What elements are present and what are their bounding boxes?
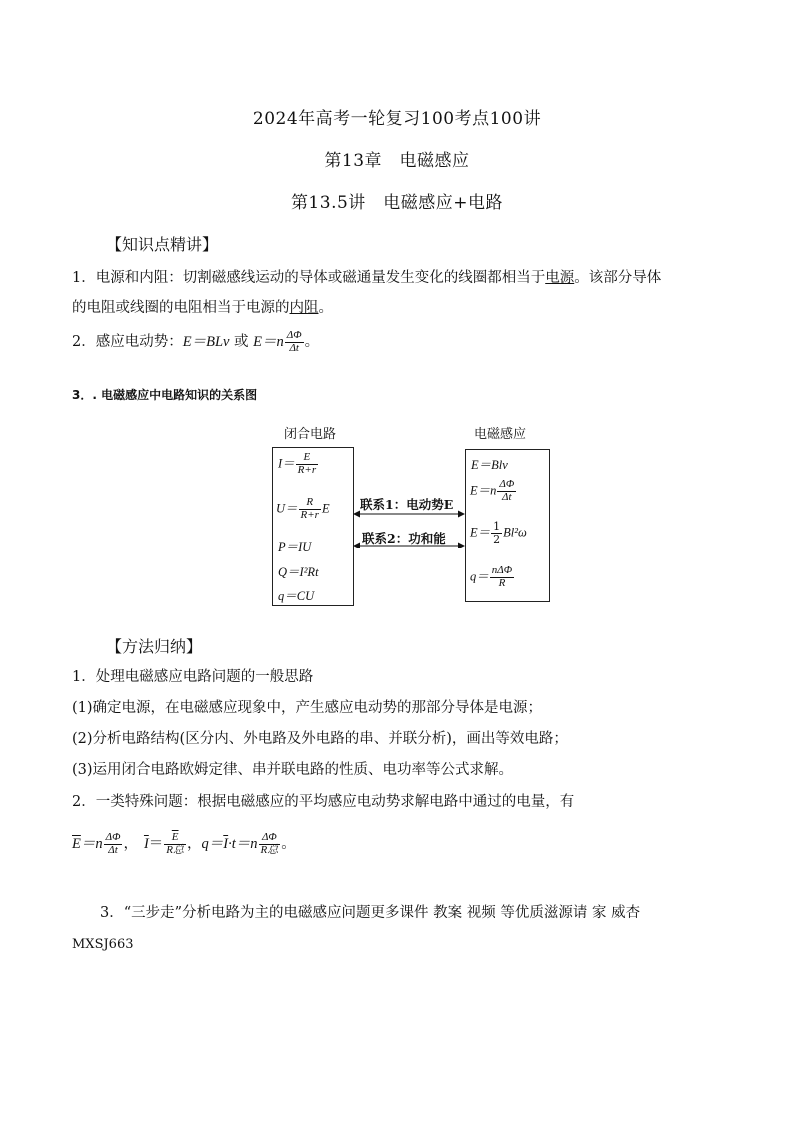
eq-avg-i: $\overline{I}$ [143,836,149,853]
rf4-den: R [498,576,506,589]
eq-avg-i-2: $\overline{I}$ [223,836,229,853]
rf4-num: nΔΦ [491,564,513,576]
method-line-5: 2．一类特殊问题：根据电磁感应的平均感应电动势求解电路中通过的电量，有 [72,794,575,810]
p2-frac-num: ΔΦ [286,329,302,341]
f2-den: R+r [300,508,319,521]
p1-underline-internal-resistance: 内阻 [289,300,319,316]
paragraph-1-line-2 [72,296,333,317]
f1-den: R+r [297,463,317,476]
eq-end: 。 [281,836,296,853]
rf2-left: E＝n [470,483,497,498]
method-line-7: MXSJ663 [72,937,134,952]
eq-t: ·t＝n [228,836,258,853]
p1-text-c: 的电阻或线圈的电阻相当于电源的 [72,300,290,316]
eq-frac-3 [259,832,281,856]
main-title: 2024年高考一轮复习100考点100讲 [252,109,542,129]
eq-den-3: R总 [260,843,279,856]
average-emf-equation [72,832,296,856]
section-header-knowledge: 【知识点精讲】 [106,235,219,254]
eq-comma-1: ， [123,836,138,853]
method-line-4: (3)运用闭合电路欧姆定律、串并联电路的性质、电功率等公式求解。 [72,762,514,778]
paragraph-2 [72,330,319,354]
p1-text-b: 。该部分导体 [574,270,662,286]
p2-end: 。 [304,334,320,351]
rf3-num: 1 [493,520,501,533]
rf3-den: 2 [493,532,501,546]
formula-blv: E＝Blv [471,458,508,472]
eq-equals: ＝ [148,836,164,853]
formula-induced-charge [470,565,515,589]
section-header-methods: 【方法归纳】 [106,637,203,656]
method-line-2: (1)确定电源，在电磁感应现象中，产生感应电动势的那部分导体是电源； [72,700,543,716]
paragraph-1-line-1 [72,266,661,287]
p2-label: 2．感应电动势： [72,334,183,351]
formula-terminal-voltage [276,497,330,521]
f1-frac [296,452,318,476]
formula-heat: Q＝I²Rt [278,565,319,579]
formula-charge-cu: q＝CU [278,589,315,603]
chapter-title: 第13章 电磁感应 [324,151,470,171]
formula-faraday [470,479,517,503]
eq-num-3: ΔΦ [259,832,281,845]
paragraph-3-diagram-caption: 3．. 电磁感应中电路知识的关系图 [72,388,258,402]
method-line-3: (2)分析电路结构(区分内、外电路及外电路的串、并联分析)，画出等效电路； [72,731,568,747]
p2-formula-left: E＝n [253,334,284,351]
eq-avg-e: $\overline{E}$ [72,836,81,853]
eq-eq-n: ＝n [80,836,103,853]
f2-left: U＝ [276,501,298,516]
rf4-left: q＝ [470,569,489,584]
rf2-num: ΔΦ [499,478,515,490]
eq-q: q＝ [201,836,224,853]
link1-label: 联系1：电动势E [360,497,454,512]
f2-frac [299,497,321,521]
f1-num: E [296,452,318,465]
formula-power: P＝IU [278,540,312,554]
eq-comma-2: ， [187,836,202,853]
f2-right: E [321,501,330,516]
p2-formula-blv: E＝BLv [182,334,230,351]
link2-label: 联系2：功和能 [362,531,446,546]
formula-ohm-law [278,452,319,476]
method-line-6: 3．“三步走”分析电路为主的电磁感应问题更多课件 教案 视频 等优质滋源请 家 威杏 [100,905,641,921]
eq-den-2: R总 [166,843,185,856]
eq-num-1: ΔΦ [105,831,121,843]
lecture-title: 第13.5讲 电磁感应+电路 [290,193,504,213]
p2-fraction [285,330,304,354]
p2-or: 或 [229,334,254,351]
p1-underline-power-source: 电源 [545,270,575,286]
rf3-right: Bl²ω [503,525,527,540]
rf3-frac [491,521,502,545]
rf4-frac [490,565,514,589]
rf2-den: Δt [502,490,512,503]
closed-circuit-box [272,447,354,606]
diagram-left-title: 闭合电路 [284,427,337,442]
f1-left: I＝ [278,456,295,471]
rf2-frac [497,479,516,503]
electromagnetic-induction-box [465,449,550,602]
rf3-left: E＝ [470,525,491,540]
eq-den-1: Δt [108,843,118,856]
eq-frac-1 [104,832,123,856]
p1-text-a: 1．电源和内阻：切割磁感线运动的导体或磁通量发生变化的线圈都相当于 [72,270,546,286]
p2-frac-den: Δt [289,341,299,354]
eq-frac-2 [164,832,186,856]
method-line-1: 1．处理电磁感应电路问题的一般思路 [72,669,314,685]
eq-num-2: $\overline{E}$ [164,832,186,845]
formula-rotating-rod [470,521,527,545]
p1-text-d: 。 [318,300,333,316]
diagram-right-title: 电磁感应 [474,427,527,442]
f2-num: R [299,497,321,510]
